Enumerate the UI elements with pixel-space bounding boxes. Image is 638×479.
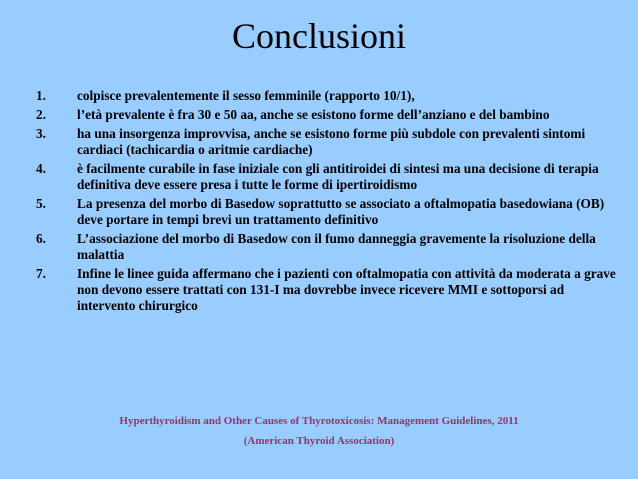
list-item-number: 1.	[36, 88, 46, 103]
citation	[0, 411, 638, 451]
list-item-text: colpisce prevalentemente il sesso femminile (rapporto 10/1),	[77, 88, 415, 103]
list-item	[0, 126, 638, 158]
list-item-text: è facilmente curabile in fase iniziale con gli antitiroidei di sintesi ma una decisione di terapia definitiva deve essere presa i tutte le forme di ipertiroidismo	[77, 161, 599, 192]
list-item	[0, 196, 638, 228]
conclusions-list	[0, 88, 638, 317]
list-item-number: 2.	[36, 107, 46, 122]
list-item	[0, 88, 638, 104]
list-item-text: ha una insorgenza improvvisa, anche se esistono forme più subdole con prevalenti sintomi cardiaci (tachicardia o aritmie cardiache)	[77, 126, 586, 157]
list-item-text: L’associazione del morbo di Basedow con il fumo danneggia gravemente la risoluzione della malattia	[77, 231, 596, 262]
citation-source: (American Thyroid Association)	[243, 435, 395, 447]
list-item-text: l’età prevalente è fra 30 e 50 aa, anche se esistono forme dell’anziano e del bambino	[77, 107, 550, 122]
list-item-text: La presenza del morbo di Basedow soprattutto se associato a oftalmopatia basedowiana (OB) deve portare in tempi brevi un trattamento definitivo	[77, 196, 605, 227]
list-item	[0, 266, 638, 314]
list-item	[0, 161, 638, 193]
slide-title: Conclusioni	[231, 16, 406, 56]
list-item	[0, 231, 638, 263]
list-item-number: 7.	[36, 266, 46, 281]
list-item-text: Infine le linee guida affermano che i pazienti con oftalmopatia con attività da moderata a grave non devono essere trattati con 131-I ma dovrebbe invece ricevere MMI e sottoporsi ad intervento chirurgico	[77, 266, 616, 313]
list-item	[0, 107, 638, 123]
list-item-number: 5.	[36, 196, 46, 211]
list-item-number: 6.	[36, 231, 46, 246]
citation-title: Hyperthyroidism and Other Causes of Thyrotoxicosis: Management Guidelines, 2011	[119, 415, 519, 427]
list-item-number: 4.	[36, 161, 46, 176]
list-item-number: 3.	[36, 126, 46, 141]
